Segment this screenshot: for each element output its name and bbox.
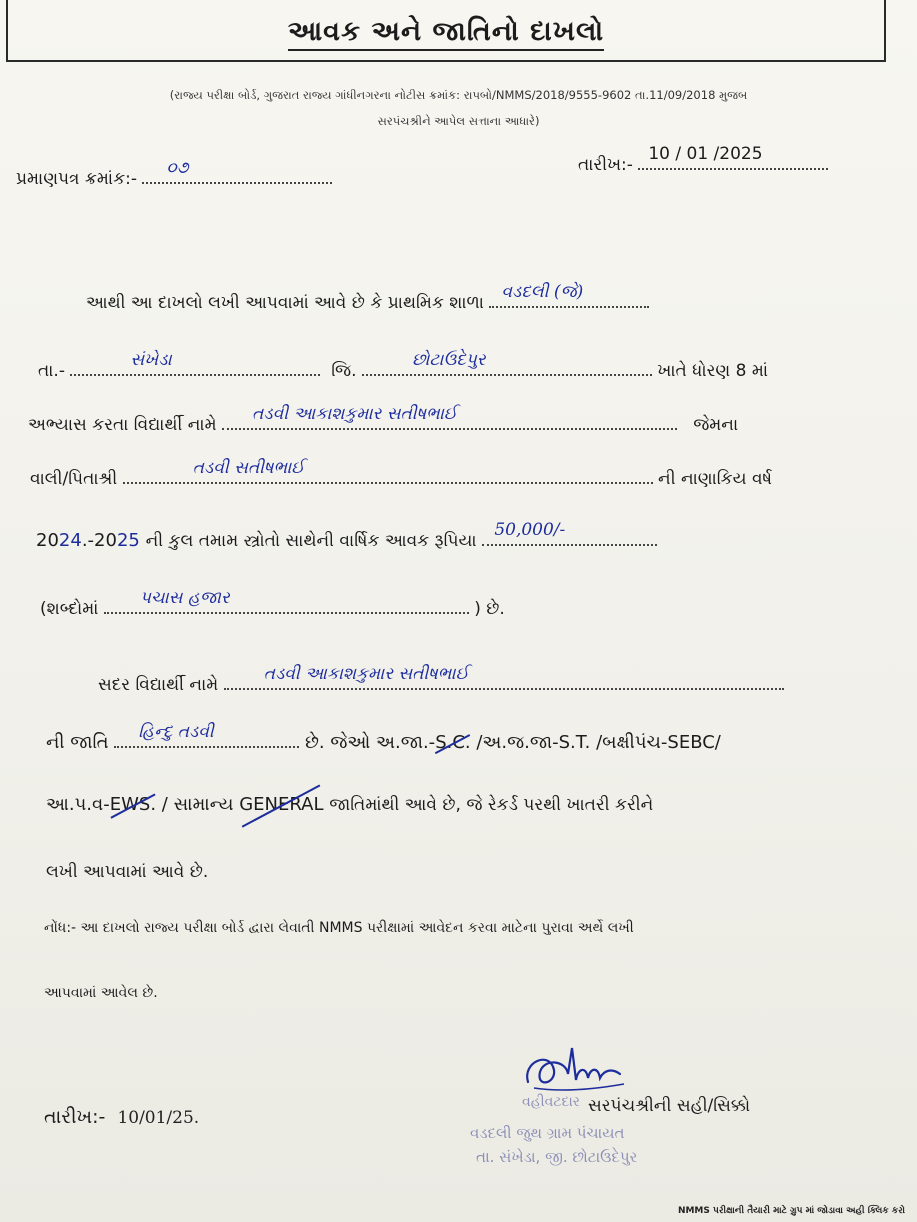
financial-year-text: ની નાણાકિય વર્ષ — [658, 469, 773, 489]
year-prefix: 20 — [36, 530, 59, 551]
taluka-value: સંખેડા — [130, 350, 172, 370]
year-mid: .-20 — [81, 530, 117, 551]
body-line-1-text: આથી આ દાખલો લખી આપવામાં આવે છે કે પ્રાથમિક શાળા — [86, 293, 484, 313]
body-line-5 — [36, 520, 657, 551]
body-line-3 — [28, 404, 739, 435]
income-text: ની કુલ તમામ સ્ત્રોતો સાથેની વાર્ષિક આવક રૂપિયા — [145, 531, 477, 551]
taluka-label: તા.- — [38, 361, 65, 381]
body-line-9 — [46, 794, 653, 815]
student-label: અભ્યાસ કરતા વિદ્યાર્થી નામે — [28, 415, 217, 435]
certificate-number-row — [16, 158, 332, 189]
year-from: 24 — [58, 530, 82, 551]
student-value: તડવી આકાશકુમાર સતીષભાઈ — [252, 404, 458, 424]
sebc-option: /બક્ષીપંચ-SEBC/ — [596, 732, 721, 753]
st-option: /અ.જ.જા-S.T. — [476, 732, 591, 753]
subtitle-line2: સરપંચશ્રીને આપેલ સત્તાના આધારે) — [377, 114, 540, 128]
certificate-number-value: ૦૭ — [166, 158, 189, 178]
words-close: ) છે. — [474, 599, 505, 619]
income-value: 50,000/- — [494, 520, 566, 540]
footer-tiny-note: NMMS પરીક્ષાની તૈયારી માટે ગ્રુપ માં જોડાવા અહી ક્લિક કરો — [677, 1206, 905, 1216]
footer-date-value: 10/01/25. — [117, 1108, 200, 1128]
body-line-2 — [38, 350, 769, 381]
stamp-line-3: તા. સંખેડા, જી. છોટાઉદેપુર — [476, 1148, 638, 1166]
guardian-label: વાલી/પિતાશ્રી — [30, 469, 118, 489]
body-line-8 — [46, 722, 721, 753]
income-words-value: પચાસ હજાર — [139, 588, 230, 608]
ews-option: EWS. — [109, 794, 157, 815]
sadar-label: સદર વિદ્યાર્થી નામે — [98, 675, 219, 695]
certificate-number-label: પ્રમાણપત્ર ક્રમાંક:- — [16, 169, 137, 189]
footer-date-label: તારીખ:- — [44, 1106, 106, 1128]
note-line-2: આપવામાં આવેલ છે. — [44, 985, 158, 1001]
closing-text: લખી આપવામાં આવે છે. — [46, 862, 209, 882]
body-line-10 — [46, 862, 208, 882]
district-label: જિ. — [331, 361, 357, 381]
standard-text: ખાતે ધોરણ 8 માં — [657, 361, 769, 381]
general-post-text: જાતિમાંથી આવે છે, જે રેકર્ડ પરથી ખાતરી કરીને — [329, 795, 654, 815]
words-open: (શબ્દોમાં — [40, 599, 99, 619]
footer-date-row — [44, 1106, 200, 1128]
subtitle — [40, 82, 877, 134]
body-line-4 — [30, 458, 773, 489]
certificate-date-value: 10 / 01 /2025 — [648, 144, 763, 164]
ews-prefix: આ.પ.વ- — [46, 794, 110, 815]
body-line-7 — [98, 664, 784, 695]
school-value: વડદલી (જે) — [501, 282, 584, 302]
guardian-value: તડવી સતીષભાઈ — [192, 458, 305, 478]
document-title: આવક અને જાતિનો દાખલો — [8, 16, 884, 48]
signature — [520, 1040, 640, 1100]
certificate-date-label: તારીખ:- — [578, 155, 633, 175]
sadar-value: તડવી આકાશકુમાર સતીષભાઈ — [263, 664, 469, 684]
note-line-1: નોંધ:- આ દાખલો રાજ્ય પરીક્ષા બોર્ડ દ્વારા લેવાતી NMMS પરીક્ષામાં આવેદન કરવા માટેના પુરાવા અર્થે લખી — [44, 920, 634, 936]
district-value: છોટાઉદેપુર — [411, 350, 486, 370]
jemna-text: જેમના — [693, 415, 739, 435]
title-box — [6, 0, 886, 62]
stamp-line-1: વહીવટદાર — [522, 1094, 581, 1110]
subtitle-line1: (રાજ્ય પરીક્ષા બોર્ડ, ગુજરાત રાજ્ય ગાંધીનગરના નોટીસ ક્રમાંક: રાપબો/NMMS/2018/9555-9602 તા.11/09/2018 મુજબ — [169, 88, 748, 102]
caste-value: હિન્દુ તડવી — [138, 722, 214, 742]
caste-label: ની જાતિ — [46, 732, 109, 753]
signature-label: સરપંચશ્રીની સહી/સિક્કો — [588, 1096, 751, 1116]
body-line-6 — [40, 588, 505, 619]
caste-options-a: છે. જેઓ અ.જા.- — [305, 732, 436, 753]
year-to: 25 — [116, 530, 140, 551]
sc-option: S.C. — [435, 732, 471, 753]
body-line-1 — [86, 282, 649, 313]
stamp-line-2: વડદલી જુથ ગ્રામ પંચાયત — [470, 1124, 625, 1142]
general-option: GENERAL — [239, 794, 324, 815]
certificate-date-row — [578, 144, 828, 175]
general-prefix: / સામાન્ય — [161, 794, 234, 815]
